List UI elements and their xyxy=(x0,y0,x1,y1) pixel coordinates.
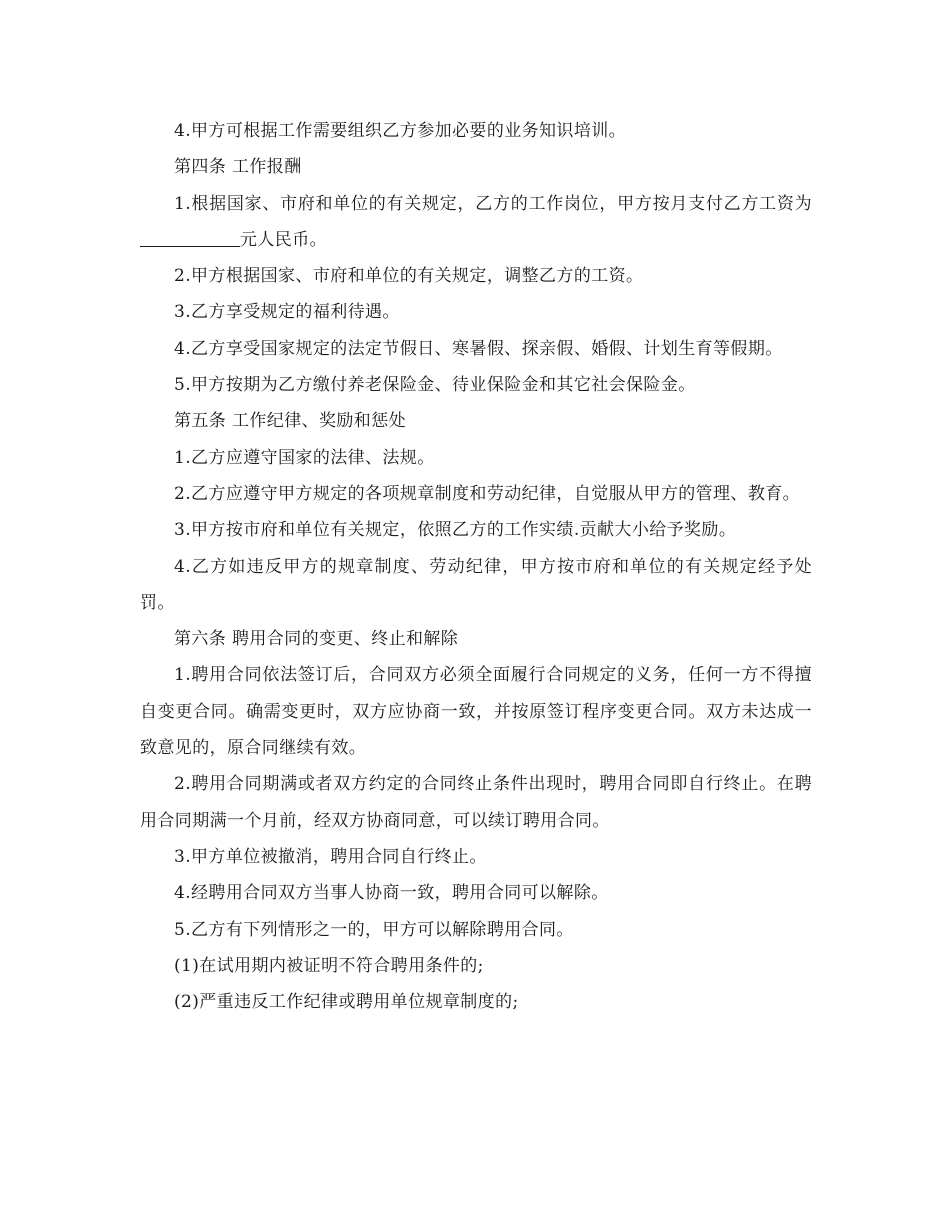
section-heading-article-6: 第六条 聘用合同的变更、终止和解除 xyxy=(174,629,459,650)
list-item-probation: (1)在试用期内被证明不符合聘用条件的; xyxy=(174,955,484,976)
paragraph-contract-expiry: 2.聘用合同期满或者双方约定的合同终止条件出现时，聘用合同即自行终止。在聘用合同期满一个月前，经双方协商同意，可以续订聘用合同。 xyxy=(140,774,812,831)
document-body xyxy=(140,113,812,1020)
paragraph-salary xyxy=(140,186,812,259)
paragraph-training: 4.甲方可根据工作需要组织乙方参加必要的业务知识培训。 xyxy=(174,121,627,141)
paragraph-obey-rules: 2.乙方应遵守甲方规定的各项规章制度和劳动纪律，自觉服从甲方的管理、教育。 xyxy=(174,483,801,504)
paragraph-rewards: 3.甲方按市府和单位有关规定，依照乙方的工作实绩.贡献大小给予奖励。 xyxy=(174,520,737,541)
paragraph-punishment: 4.乙方如违反甲方的规章制度、劳动纪律，甲方按市府和单位的有关规定经予处罚。 xyxy=(140,556,812,613)
salary-text-after-blank: 元人民币。 xyxy=(240,229,327,250)
salary-blank-line xyxy=(140,228,240,247)
paragraph-mutual-termination: 4.经聘用合同双方当事人协商一致，聘用合同可以解除。 xyxy=(174,883,609,904)
paragraph-termination-conditions: 5.乙方有下列情形之一的，甲方可以解除聘用合同。 xyxy=(174,919,574,940)
paragraph-welfare: 3.乙方享受规定的福利待遇。 xyxy=(174,302,400,323)
list-item-violation: (2)严重违反工作纪律或聘用单位规章制度的; xyxy=(174,992,519,1013)
paragraph-holidays: 4.乙方享受国家规定的法定节假日、寒暑假、探亲假、婚假、计划生育等假期。 xyxy=(174,338,783,359)
section-heading-article-5: 第五条 工作纪律、奖励和惩处 xyxy=(174,411,407,432)
paragraph-insurance: 5.甲方按期为乙方缴付养老保险金、待业保险金和其它社会保险金。 xyxy=(174,375,696,396)
section-heading-article-4: 第四条 工作报酬 xyxy=(174,157,302,178)
paragraph-contract-change: 1.聘用合同依法签订后，合同双方必须全面履行合同规定的义务，任何一方不得擅自变更合同。确需变更时，双方应协商一致，并按原签订程序变更合同。双方未达成一致意见的，原合同继续有效。 xyxy=(140,665,812,759)
salary-text-before-blank: 1.根据国家、市府和单位的有关规定，乙方的工作岗位，甲方按月支付乙方工资为 xyxy=(174,193,812,214)
paragraph-obey-law: 1.乙方应遵守国家的法律、法规。 xyxy=(174,447,435,468)
paragraph-unit-dissolved: 3.甲方单位被撤消，聘用合同自行终止。 xyxy=(174,846,487,867)
paragraph-salary-adjust: 2.甲方根据国家、市府和单位的有关规定，调整乙方的工资。 xyxy=(174,266,644,287)
